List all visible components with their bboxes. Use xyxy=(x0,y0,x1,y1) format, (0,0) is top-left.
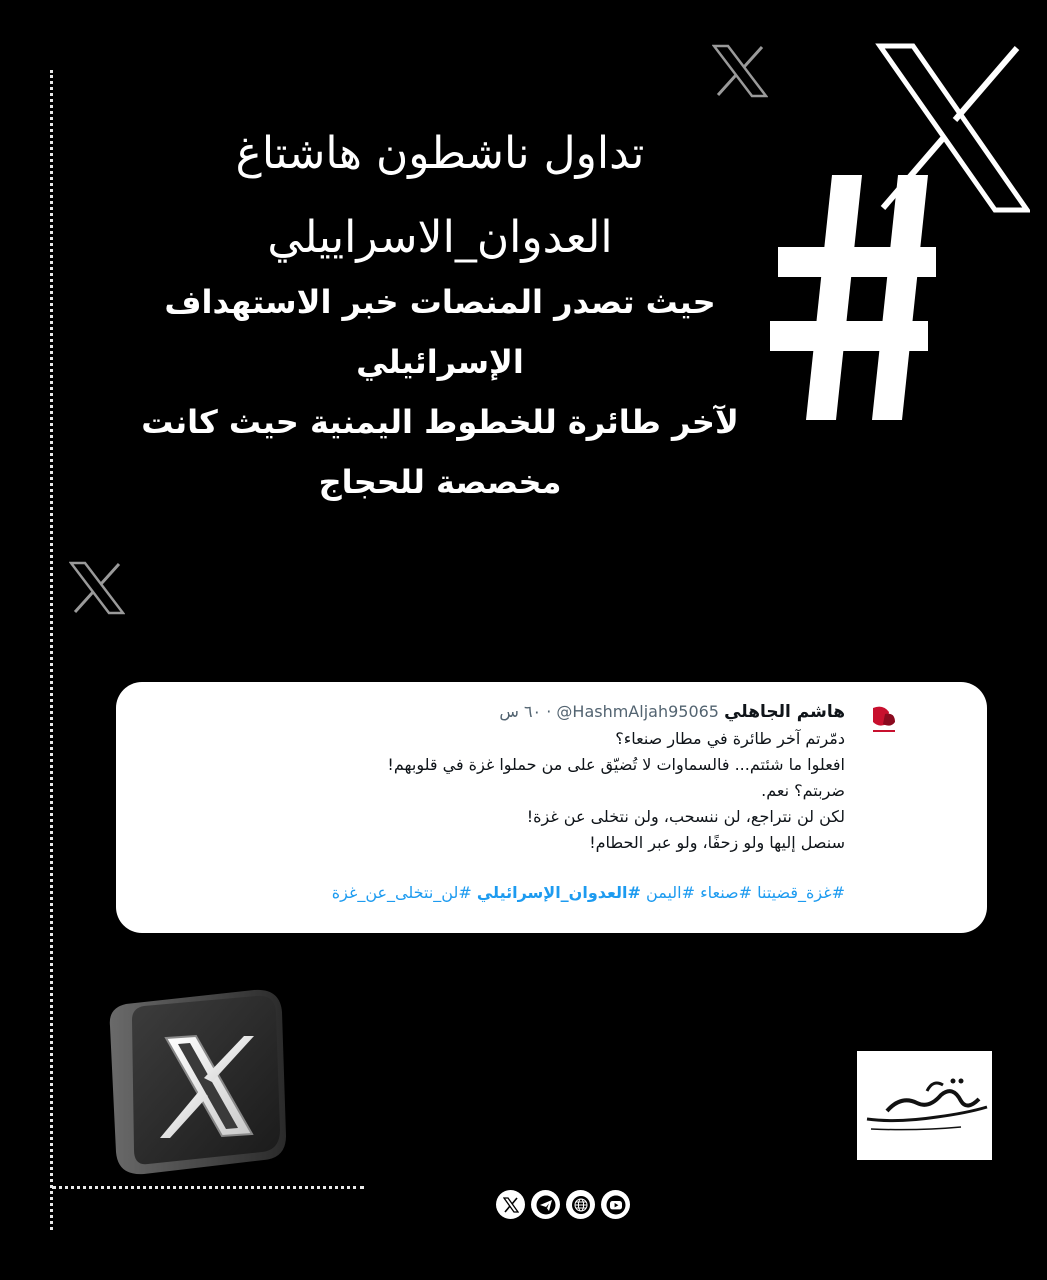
subheadline-line-2: لآخر طائرة للخطوط اليمنية حيث كانت xyxy=(141,403,739,441)
headline-line-2: العدوان_الاسراييلي xyxy=(267,212,613,263)
tweet-author-handle[interactable]: @HashmAljah95065 xyxy=(556,702,719,721)
x-icon[interactable] xyxy=(496,1190,525,1219)
tweet-text xyxy=(225,726,845,856)
headline xyxy=(120,112,760,280)
x-logo-outline-icon xyxy=(69,561,125,615)
tweet-text-line: سنصل إليها ولو زحفًا، ولو عبر الحطام! xyxy=(589,833,845,852)
tweet-dot: · xyxy=(546,702,552,721)
dotted-horizontal-line xyxy=(52,1186,364,1189)
tweet-text-line: دمّرتم آخر طائرة في مطار صنعاء؟ xyxy=(615,729,845,748)
tweet-text-line: ضربتم؟ نعم. xyxy=(761,781,845,800)
tweet-card xyxy=(116,682,987,933)
tweet-hashtags xyxy=(225,880,845,906)
x-app-icon xyxy=(104,986,289,1176)
social-links xyxy=(496,1190,630,1219)
telegram-icon[interactable] xyxy=(531,1190,560,1219)
tweet-body xyxy=(225,698,845,906)
globe-icon[interactable] xyxy=(566,1190,595,1219)
x-logo-outline-icon xyxy=(712,44,768,98)
avatar-logo-icon xyxy=(865,702,901,738)
hashtag-link[interactable]: #العدوان_الإسرائيلي xyxy=(476,883,641,902)
hashtag-link[interactable]: #غزة_قضيتنا #صنعاء #اليمن xyxy=(646,883,845,902)
subheadline-line-1: حيث تصدر المنصات خبر الاستهداف الإسرائيلي xyxy=(164,283,716,381)
brand-logo-calligraphy-icon xyxy=(857,1051,992,1160)
tweet-author-name[interactable]: هاشم الجاهلي xyxy=(724,702,845,722)
brand-logo xyxy=(857,1051,992,1160)
subheadline xyxy=(90,272,790,512)
headline-line-1: تداول ناشطون هاشتاغ xyxy=(235,128,645,179)
tweet-text-line: افعلوا ما شئتم... فالسماوات لا تُضيّق على من حملوا غزة في قلوبهم! xyxy=(387,755,845,774)
dotted-vertical-line xyxy=(50,70,53,1230)
hashtag-link[interactable]: #لن_نتخلى_عن_غزة xyxy=(331,883,472,902)
tweet-text-line: لكن لن نتراجع، لن ننسحب، ولن نتخلى عن غزة! xyxy=(526,807,845,826)
tweet-header xyxy=(225,698,845,726)
subheadline-line-3: مخصصة للحجاج xyxy=(318,463,562,501)
avatar[interactable] xyxy=(863,700,903,740)
hashtag-icon xyxy=(770,175,940,420)
youtube-icon[interactable] xyxy=(601,1190,630,1219)
tweet-timestamp[interactable]: ٦٠ س xyxy=(499,702,542,721)
